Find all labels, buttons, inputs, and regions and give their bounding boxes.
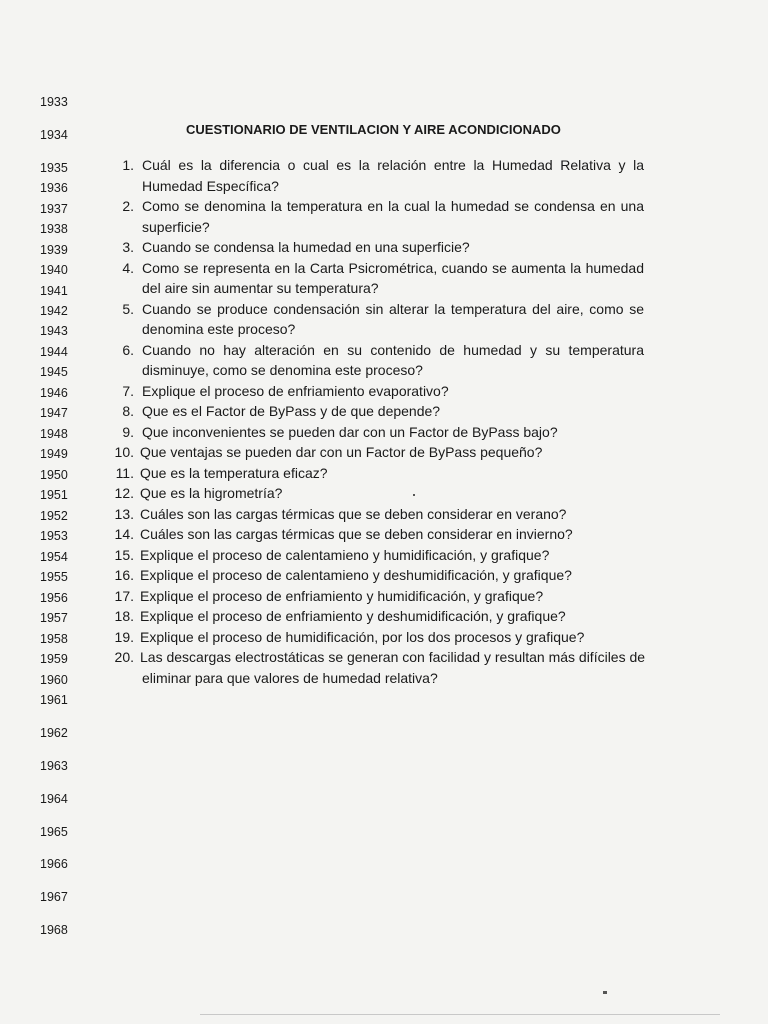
- line-number: 1935: [40, 161, 68, 175]
- question-text: Explique el proceso de enfriamiento y humidificación, y grafique?: [140, 588, 544, 604]
- question-text: Cuando se condensa la humedad en una superficie?: [142, 239, 470, 255]
- question-number: 19.: [114, 629, 134, 645]
- question-number: 8.: [122, 403, 134, 419]
- line-number: 1936: [40, 181, 68, 195]
- question-text: Cuáles son las cargas térmicas que se deben considerar en verano?: [140, 506, 567, 522]
- question-number: 14.: [114, 526, 134, 542]
- scan-edge-line: [200, 1014, 720, 1015]
- question-text: eliminar para que valores de humedad relativa?: [142, 670, 438, 686]
- line-number: 1942: [40, 304, 68, 318]
- question-text: Explique el proceso de calentamieno y deshumidificación, y grafique?: [140, 567, 572, 583]
- scan-speck: [603, 991, 607, 994]
- question-text: Humedad Específica?: [142, 178, 279, 194]
- question-number: 12.: [114, 485, 134, 501]
- question-text: Como se representa en la Carta Psicrométrica, cuando se aumenta la humedad: [142, 260, 644, 276]
- question-text: Que ventajas se pueden dar con un Factor de ByPass pequeño?: [140, 444, 543, 460]
- question-number: 1.: [122, 157, 134, 173]
- question-number: 16.: [114, 567, 134, 583]
- question-number: 5.: [122, 301, 134, 317]
- question-number: 3.: [122, 239, 134, 255]
- document-title: CUESTIONARIO DE VENTILACION Y AIRE ACONDICIONADO: [186, 122, 561, 137]
- question-text: Cuál es la diferencia o cual es la relación entre la Humedad Relativa y la: [142, 157, 644, 173]
- question-number: 17.: [114, 588, 134, 604]
- line-number: 1956: [40, 591, 68, 605]
- question-text: Explique el proceso de humidificación, por los dos procesos y grafique?: [140, 629, 585, 645]
- question-text: Que es el Factor de ByPass y de que depende?: [142, 403, 441, 419]
- line-number: 1949: [40, 447, 68, 461]
- line-number: 1939: [40, 243, 68, 257]
- question-text: Explique el proceso de enfriamiento y deshumidificación, y grafique?: [140, 608, 566, 624]
- question-number: 4.: [122, 260, 134, 276]
- question-number: 10.: [114, 444, 134, 460]
- line-number: 1950: [40, 468, 68, 482]
- question-number: 20.: [114, 649, 134, 665]
- question-text: Que inconvenientes se pueden dar con un Factor de ByPass bajo?: [142, 424, 558, 440]
- line-number: 1953: [40, 529, 68, 543]
- question-text: Explique el proceso de calentamieno y humidificación, y grafique?: [140, 547, 550, 563]
- line-number: 1940: [40, 263, 68, 277]
- line-number: 1951: [40, 488, 68, 502]
- line-number: 1959: [40, 652, 68, 666]
- question-number: 18.: [114, 608, 134, 624]
- line-number: 1957: [40, 611, 68, 625]
- line-number: 1933: [40, 95, 68, 109]
- line-number: 1934: [40, 128, 68, 142]
- line-number: 1961: [40, 693, 68, 707]
- line-number: 1945: [40, 365, 68, 379]
- question-number: 13.: [114, 506, 134, 522]
- line-number: 1943: [40, 324, 68, 338]
- scan-speck: [413, 494, 415, 496]
- question-number: 7.: [122, 383, 134, 399]
- line-number: 1948: [40, 427, 68, 441]
- question-text: del aire sin aumentar su temperatura?: [142, 280, 379, 296]
- line-number: 1960: [40, 673, 68, 687]
- line-number: 1962: [40, 726, 68, 740]
- line-number: 1944: [40, 345, 68, 359]
- question-text: Que es la temperatura eficaz?: [140, 465, 328, 481]
- line-number: 1963: [40, 759, 68, 773]
- question-text: disminuye, como se denomina este proceso?: [142, 362, 423, 378]
- question-number: 6.: [122, 342, 134, 358]
- question-number: 11.: [115, 465, 134, 481]
- line-number: 1938: [40, 222, 68, 236]
- line-number: 1954: [40, 550, 68, 564]
- line-number: 1946: [40, 386, 68, 400]
- line-number: 1966: [40, 857, 68, 871]
- question-text: denomina este proceso?: [142, 321, 296, 337]
- line-number: 1968: [40, 923, 68, 937]
- question-text: Explique el proceso de enfriamiento evaporativo?: [142, 383, 449, 399]
- line-number: 1937: [40, 202, 68, 216]
- question-text: Cuando no hay alteración en su contenido de humedad y su temperatura: [142, 342, 644, 358]
- question-text: Que es la higrometría?: [140, 485, 283, 501]
- question-text: Las descargas electrostáticas se generan con facilidad y resultan más difíciles de: [140, 649, 646, 665]
- line-number: 1947: [40, 406, 68, 420]
- question-text: Cuando se produce condensación sin alterar la temperatura del aire, como se: [142, 301, 644, 317]
- question-text: superficie?: [142, 219, 210, 235]
- question-number: 15.: [114, 547, 134, 563]
- line-number: 1964: [40, 792, 68, 806]
- question-number: 9.: [122, 424, 134, 440]
- line-number: 1941: [40, 284, 68, 298]
- line-number: 1965: [40, 825, 68, 839]
- line-number: 1958: [40, 632, 68, 646]
- line-number: 1952: [40, 509, 68, 523]
- question-text: Como se denomina la temperatura en la cual la humedad se condensa en una: [142, 198, 644, 214]
- line-number: 1955: [40, 570, 68, 584]
- line-number: 1967: [40, 890, 68, 904]
- question-text: Cuáles son las cargas térmicas que se deben considerar en invierno?: [140, 526, 573, 542]
- question-number: 2.: [122, 198, 134, 214]
